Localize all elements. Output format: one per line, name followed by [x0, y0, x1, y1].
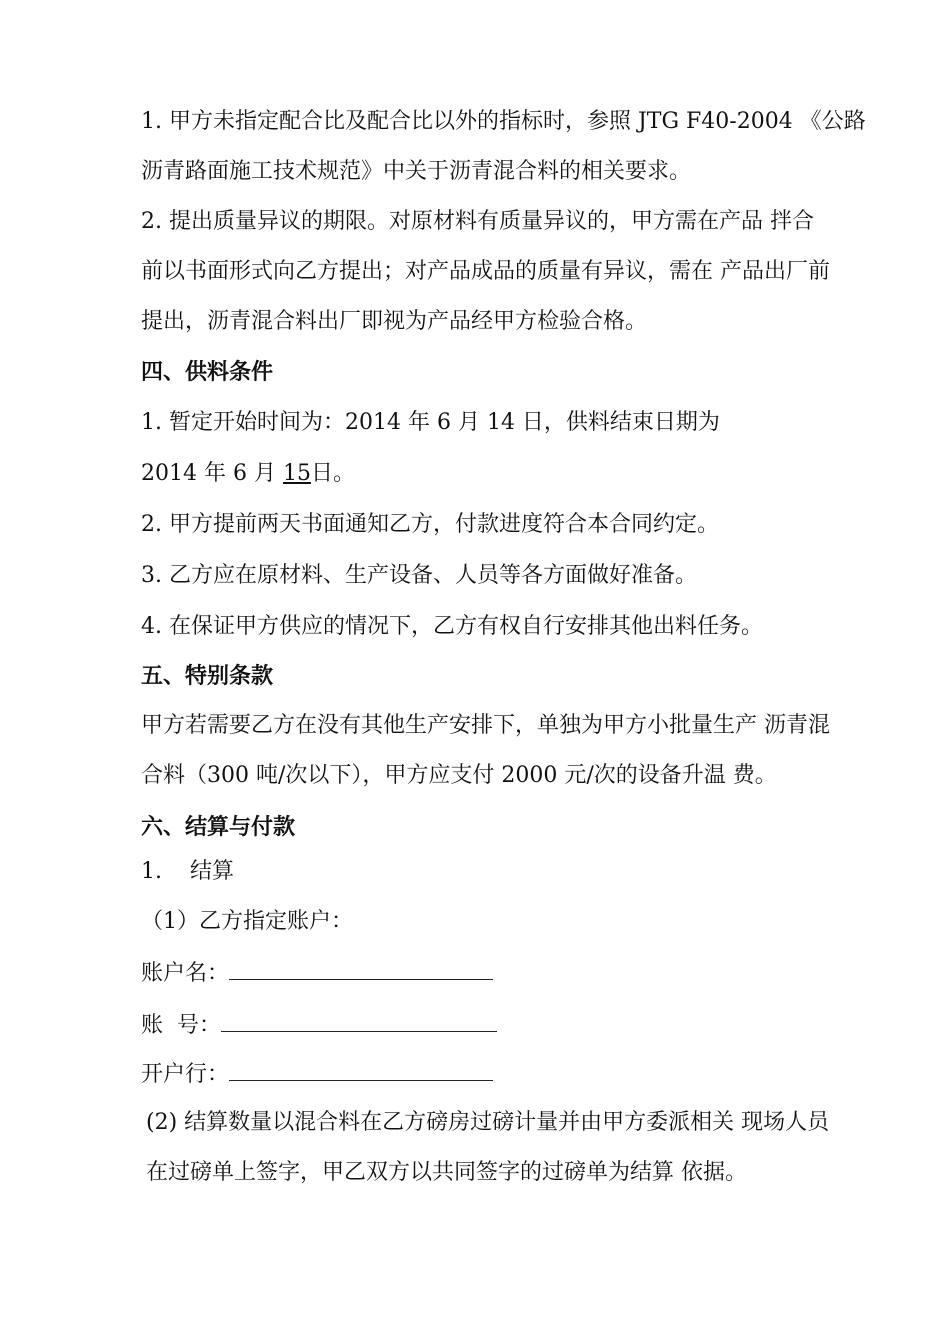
s3-item1-line2: 沥青路面施工技术规范》中关于沥青混合料的相关要求。 — [141, 159, 692, 184]
s3-item2-line1: 2. 提出质量异议的期限。对原材料有质量异议的，甲方需在产品 拌合 — [141, 209, 814, 234]
account-name-row — [141, 957, 493, 989]
section6-heading: 六、结算与付款 — [141, 815, 296, 840]
bank-label: 开户行： — [141, 1062, 230, 1087]
account-name-blank — [229, 957, 493, 980]
s4-item1-line1: 1. 暂定开始时间为：2014 年 6 月 14 日，供料结束日期为 — [141, 410, 720, 435]
s4-item4: 4. 在保证甲方供应的情况下，乙方有权自行安排其他出料任务。 — [141, 614, 763, 639]
s4-item1-line2 — [141, 459, 355, 489]
s6-sub1-1: （1）乙方指定账户： — [141, 909, 353, 934]
account-name-label: 账户名： — [141, 961, 230, 986]
section4-heading: 四、供料条件 — [141, 360, 274, 385]
s4-item1-line2-pre: 2014 年 6 月 — [141, 461, 283, 486]
s4-item2: 2. 甲方提前两天书面通知乙方，付款进度符合本合同约定。 — [141, 512, 719, 537]
account-no-row — [141, 1009, 497, 1041]
section5-heading: 五、特别条款 — [141, 664, 274, 689]
account-no-label: 账 号： — [141, 1013, 221, 1038]
bank-row — [141, 1058, 493, 1090]
s4-item3: 3. 乙方应在原材料、生产设备、人员等各方面做好准备。 — [141, 563, 697, 588]
s6-sub1-2-line2: 在过磅单上签字，甲乙双方以共同签字的过磅单为结算 依据。 — [146, 1160, 747, 1185]
s5-line2: 合料（300 吨/次以下），甲方应支付 2000 元/次的设备升温 费。 — [141, 763, 777, 788]
s3-item2-line3: 提出，沥青混合料出厂即视为产品经甲方检验合格。 — [141, 309, 648, 334]
account-no-blank — [221, 1009, 497, 1032]
end-day-value: 15 — [282, 461, 311, 486]
s6-sub1-2-line1: (2) 结算数量以混合料在乙方磅房过磅计量并由甲方委派相关 现场人员 — [146, 1110, 830, 1135]
bank-blank — [229, 1058, 493, 1081]
s3-item2-line2: 前以书面形式向乙方提出；对产品成品的质量有异议，需在 产品出厂前 — [141, 259, 830, 284]
s4-item1-line2-post: 日。 — [310, 461, 355, 486]
s3-item1-line1: 1. 甲方未指定配合比及配合比以外的指标时，参照 JTG F40-2004 《公路 — [141, 109, 866, 134]
s5-line1: 甲方若需要乙方在没有其他生产安排下，单独为甲方小批量生产 沥青混 — [141, 713, 830, 738]
s6-sub1: 1. 结算 — [141, 859, 234, 884]
